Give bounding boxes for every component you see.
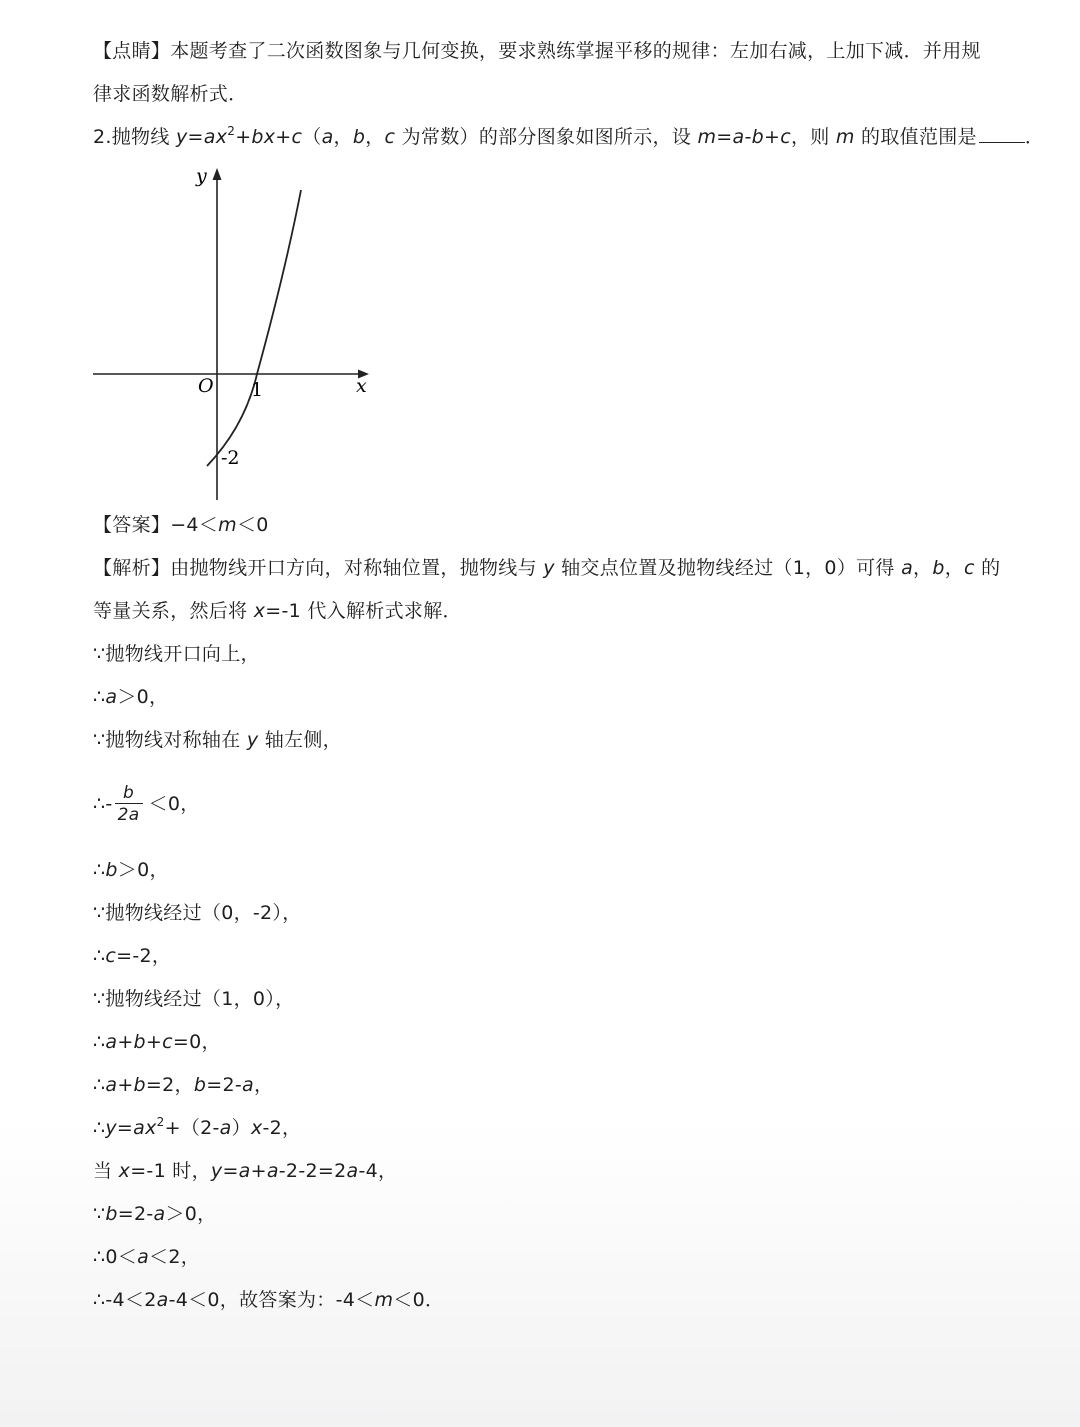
step-4: ∴- $\frac{b}{2a}$ ＜0， <box>93 783 200 825</box>
parabola-curve <box>207 190 301 466</box>
step-15: ∴-4＜2a-4＜0，故答案为：-4＜m＜0． <box>93 1289 445 1311</box>
y-intercept-label: -2 <box>221 447 240 469</box>
origin-label: O <box>198 375 214 397</box>
step-2: ∴a＞0， <box>93 686 169 708</box>
y-axis-label: y <box>196 165 207 187</box>
step-9: ∴a+b+c=0， <box>93 1031 221 1053</box>
parabola-graph <box>80 160 380 510</box>
answer-line: 【答案】−4＜m＜0 <box>93 514 269 536</box>
step-3: ∵抛物线对称轴在 y 轴左侧， <box>93 729 342 751</box>
step-7: ∴c=-2， <box>93 945 172 967</box>
step-5: ∴b＞0， <box>93 859 169 881</box>
analysis-line-2: 等量关系，然后将 x=-1 代入解析式求解． <box>93 600 462 622</box>
step-8: ∵抛物线经过（1，0）， <box>93 988 295 1010</box>
x-axis-label: x <box>356 375 367 397</box>
question-line: 2.抛物线 $y=ax^2+bx+c(a$，b，c 为常数）的部分图象如图所示，设 m=a-b+c，则 m 的取值范围是 ． <box>93 124 1045 148</box>
fraction-b-over-2a: $\frac{b}{2a}$ <box>115 783 143 826</box>
y-axis-arrow <box>213 168 222 180</box>
step-12: 当 x=-1 时，y=a+a-2-2=2a-4， <box>93 1160 398 1182</box>
step-11: $\therefore y=ax^2+(2-a)x-2$， <box>93 1115 302 1139</box>
step-6: ∵抛物线经过（0，-2）， <box>93 902 302 924</box>
step-10: ∴a+b=2，b=2-a， <box>93 1074 274 1096</box>
tip-line-2: 律求函数解析式． <box>93 83 248 105</box>
tip-line-1: 【点睛】本题考查了二次函数图象与几何变换，要求熟练掌握平移的规律：左加右减，上加下减．并用规 <box>93 40 981 62</box>
step-14: ∴0＜a＜2， <box>93 1246 201 1268</box>
step-13: ∵b=2-a＞0， <box>93 1203 217 1225</box>
x-intercept-label: 1 <box>251 379 264 401</box>
step-1: ∵抛物线开口向上， <box>93 643 260 665</box>
analysis-line-1: 【解析】由抛物线开口方向，对称轴位置，抛物线与 y 轴交点位置及抛物线经过（1，0）可得 a，b，c 的 <box>93 557 1001 579</box>
answer-blank <box>979 124 1025 143</box>
